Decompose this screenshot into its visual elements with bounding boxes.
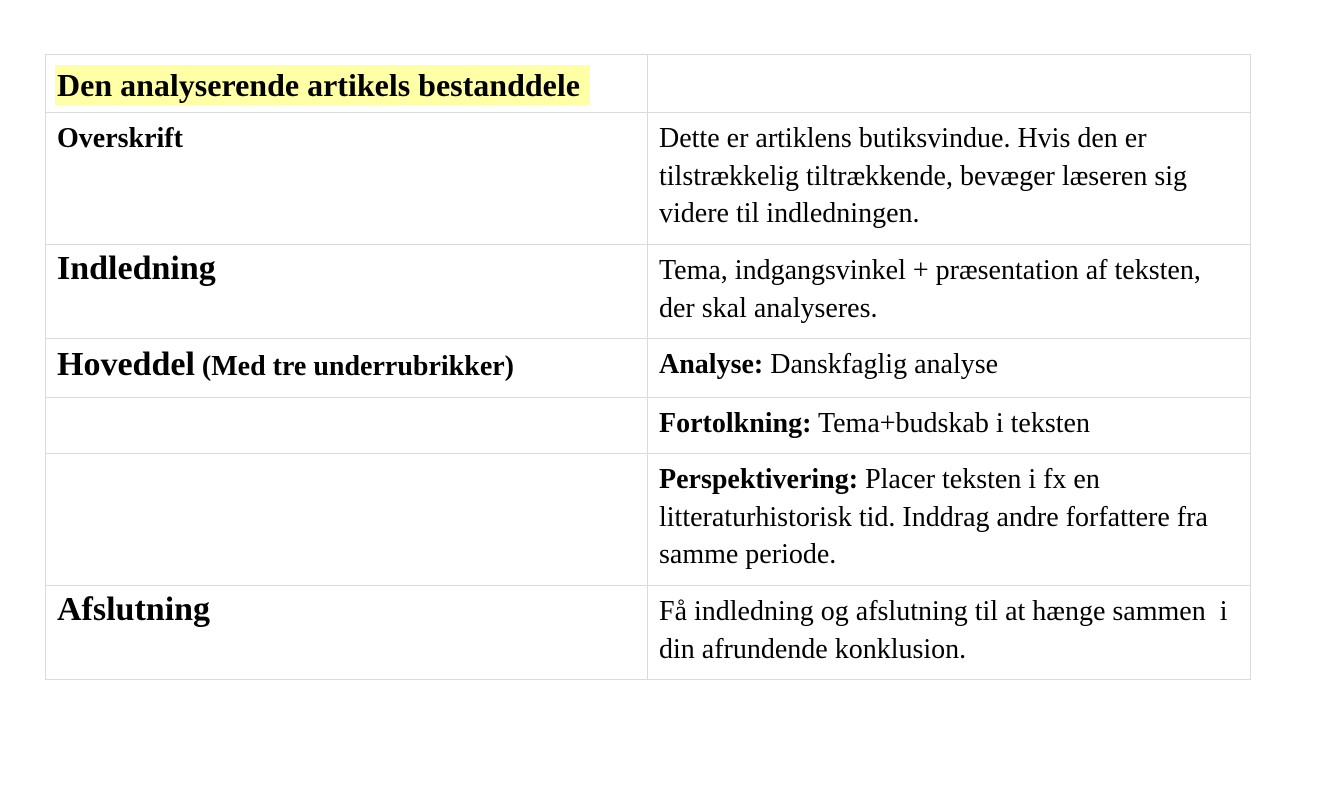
description-cell bbox=[648, 398, 1251, 454]
description-cell bbox=[648, 245, 1251, 339]
description-afslutning: Få indledning og afslutning til at hænge sammen i din afrundende konklusion. bbox=[659, 596, 1235, 665]
label-cell bbox=[46, 245, 648, 339]
description-cell bbox=[648, 113, 1251, 245]
table-row-overskrift bbox=[46, 113, 1251, 245]
table-row-hoveddel bbox=[46, 339, 1251, 398]
analyse-text: Danskfaglig analyse bbox=[763, 349, 999, 380]
fortolkning-key: Fortolkning: bbox=[659, 408, 812, 439]
description-indledning: Tema, indgangsvinkel + præsentation af teksten, der skal analyseres. bbox=[659, 255, 1201, 324]
title-cell bbox=[46, 55, 648, 113]
empty-cell bbox=[46, 454, 648, 586]
label-overskrift: Overskrift bbox=[57, 123, 183, 154]
table-title: Den analyserende artikels bestanddele bbox=[55, 65, 590, 105]
sublabel-hoveddel: (Med tre underrubrikker) bbox=[201, 351, 515, 382]
empty-cell bbox=[648, 55, 1251, 113]
table-row-afslutning bbox=[46, 586, 1251, 680]
perspektivering-key: Perspektivering: bbox=[659, 464, 859, 495]
description-overskrift: Dette er artiklens butiksvindue. Hvis den er tilstrækkelig tiltrækkende, bevæger læseren sig videre til indledningen. bbox=[659, 123, 1188, 229]
table-row-perspektivering bbox=[46, 454, 1251, 586]
table-row-title bbox=[46, 55, 1251, 113]
description-cell bbox=[648, 339, 1251, 398]
label-afslutning: Afslutning bbox=[57, 591, 211, 628]
analyse-key: Analyse: bbox=[659, 349, 764, 380]
label-indledning: Indledning bbox=[57, 250, 216, 287]
content-table bbox=[45, 54, 1251, 680]
table-row-indledning bbox=[46, 245, 1251, 339]
label-cell bbox=[46, 113, 648, 245]
table-row-fortolkning bbox=[46, 398, 1251, 454]
perspektivering-text: Placer teksten i fx en litteraturhistorisk tid. Inddrag andre forfattere fra samme periode. bbox=[659, 464, 1208, 570]
description-cell bbox=[648, 454, 1251, 586]
empty-cell bbox=[46, 398, 648, 454]
label-hoveddel: Hoveddel bbox=[57, 346, 195, 383]
fortolkning-text: Tema+budskab i teksten bbox=[811, 408, 1090, 439]
description-cell bbox=[648, 586, 1251, 680]
label-cell bbox=[46, 586, 648, 680]
label-cell bbox=[46, 339, 648, 398]
